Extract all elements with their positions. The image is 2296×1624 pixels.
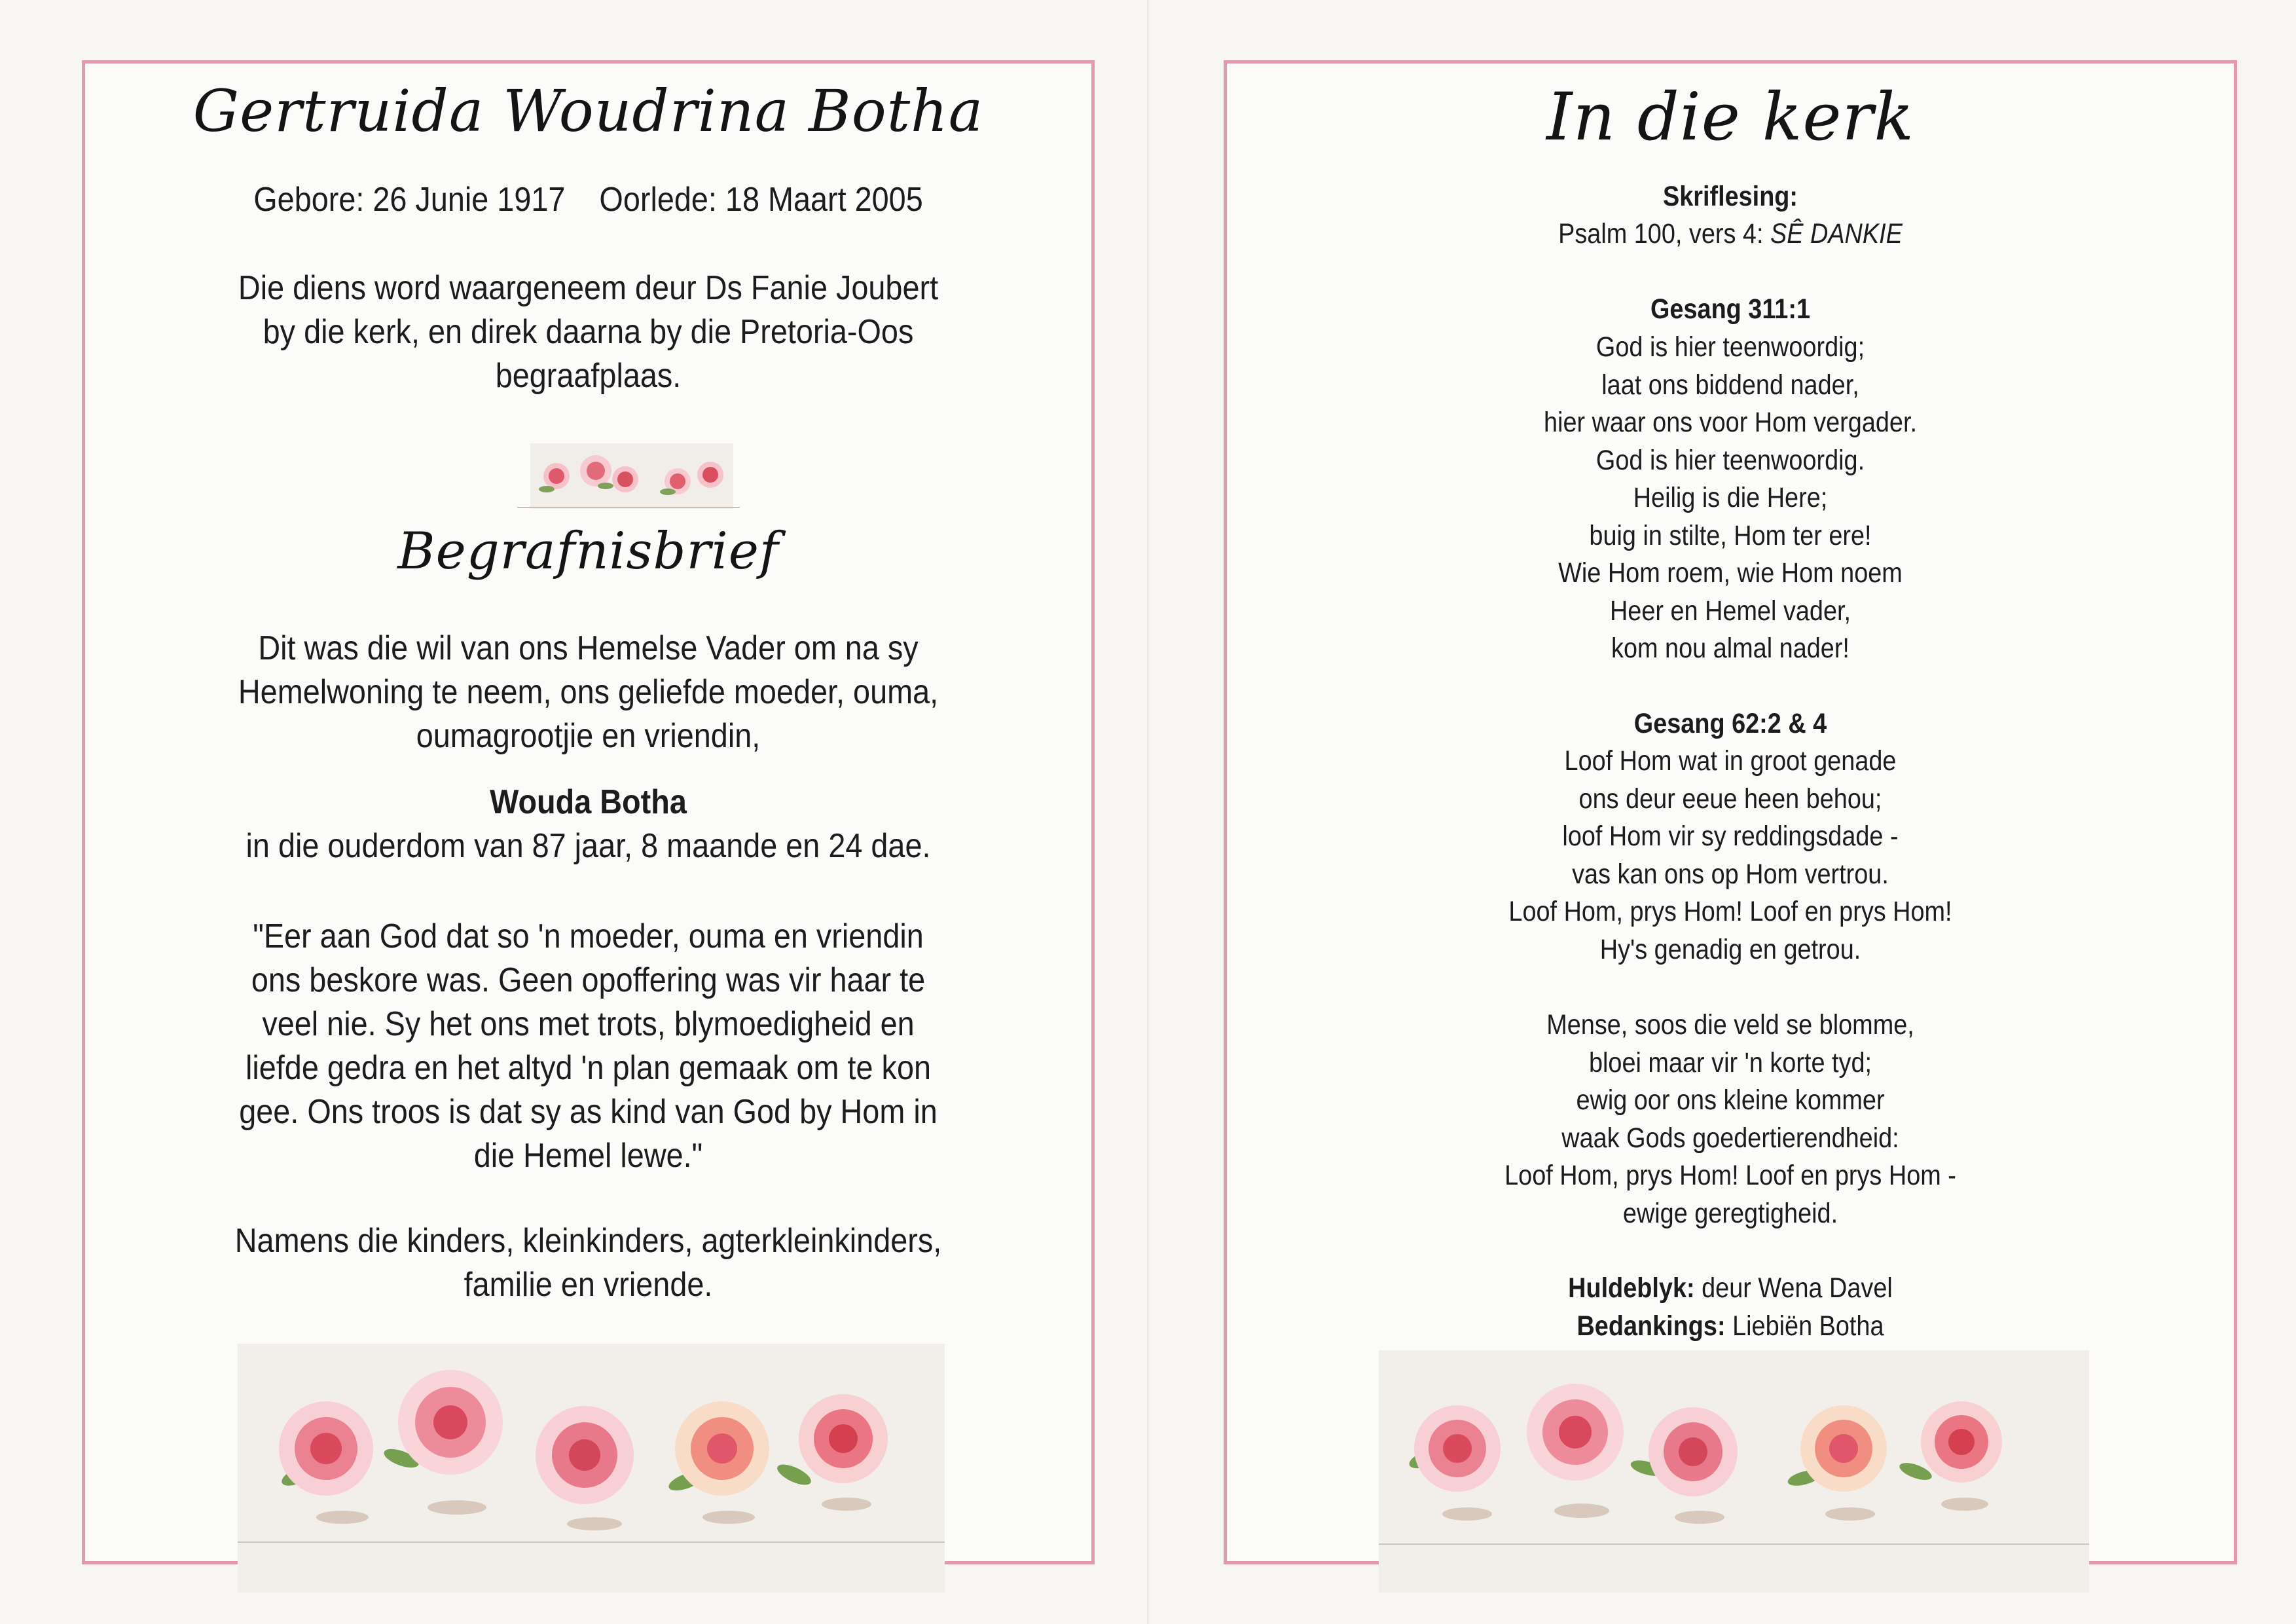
section-title-begrafnisbrief: Begrafnisbrief [397,522,779,581]
lyric-line: kom nou almal nader! [1611,633,1850,664]
closing-paragraph [85,1219,1091,1307]
roses-image-right [1379,1350,2089,1593]
tribute-line [1287,1270,2173,1308]
birth-death-dates: Gebore: 26 Junie 1917 Oorlede: 18 Maart 2005 [253,181,923,219]
lyric-line: Loof Hom wat in groot genade [1564,745,1897,777]
thanks-label: Bedankings: [1576,1310,1726,1342]
lyric-line: Heer en Hemel vader, [1609,595,1851,627]
thanks-line [1287,1308,2173,1346]
hymn1-heading: Gesang 311:1 [1650,293,1811,325]
scripture-reading [1287,215,2173,253]
service-line: begraafplaas. [495,357,682,395]
lyric-line: laat ons biddend nader, [1601,369,1859,401]
tribute-speaker: deur Wena Davel [1694,1272,1893,1304]
rose-icon [697,462,723,488]
lyric-line: vas kan ons op Hom vertrou. [1572,858,1889,890]
roses-image-left [238,1344,945,1593]
rose-icon [612,466,638,492]
lyric-line: bloei maar vir 'n korte tyd; [1588,1046,1872,1079]
service-paragraph [85,267,1091,398]
lyric-line: loof Hom vir sy reddingsdade - [1562,821,1899,852]
intro-line: Hemelwoning te neem, ons geliefde moeder, ouma, [238,673,939,711]
scripture-heading: Skriflesing: [1662,181,1798,212]
lyric-line: Wie Hom roem, wie Hom noem [1558,557,1903,589]
hymn2-heading: Gesang 62:2 & 4 [1633,708,1827,739]
service-line: Die diens word waargeneem deur Ds Fanie Joubert [238,269,939,307]
small-roses-divider [439,430,831,512]
quote-line: veel nie. Sy het ons met trots, blymoedigheid en [262,1005,915,1043]
lyric-line: buig in stilte, Hom ter ere! [1589,519,1872,551]
bottom-rule-left [238,1541,945,1543]
quote-line: die Hemel lewe." [473,1137,703,1175]
lyric-line: ons deur eeue heen behou; [1578,783,1882,815]
left-page-panel [82,60,1095,1564]
thanks-speaker: Liebiën Botha [1725,1310,1884,1342]
tribute-quote [85,915,1091,1178]
quote-line: ons beskore was. Geen opoffering was vir haar te [251,961,926,999]
intro-line: oumagrootjie en vriendin, [416,717,761,755]
lyric-line: Loof Hom, prys Hom! Loof en prys Hom! [1508,896,1952,927]
closing-line: Namens die kinders, kleinkinders, agterkleinkinders, [234,1222,942,1260]
lyric-line: Hy's genadig en getrou. [1599,933,1861,965]
deceased-name: Wouda Botha [490,783,687,821]
lyric-line: hier waar ons voor Hom vergader. [1544,407,1917,438]
lyric-line: ewig oor ons kleine kommer [1576,1084,1885,1116]
lyric-line: ewige geregtigheid. [1622,1197,1838,1229]
deceased-full-name-title: Gertruida Woudrina Botha [192,77,984,145]
intro-paragraph [85,627,1091,758]
lyric-line: Loof Hom, prys Hom! Loof en prys Hom - [1504,1160,1956,1191]
quote-line: "Eer aan God dat so 'n moeder, ouma en vriendin [253,917,924,955]
quote-line: gee. Ons troos is dat sy as kind van God by Hom in [239,1093,938,1131]
lyric-line: Mense, soos die veld se blomme, [1546,1009,1914,1041]
lyric-line: God is hier teenwoordig; [1595,331,1865,363]
hymn2-verse2-lyrics [1227,1006,2234,1232]
closing-line: familie en vriende. [464,1266,713,1304]
hymn1-lyrics [1227,329,2234,668]
right-page-panel [1224,60,2237,1564]
age-line: in die ouderdom van 87 jaar, 8 maande en 24 dae. [246,827,931,865]
scripture-psalm-title: SÊ DANKIE [1770,218,1903,249]
church-section-title: In die kerk [1546,79,1914,155]
page-fold [1147,0,1149,1624]
service-line: by die kerk, en direk daarna by die Pretoria-Oos [263,313,914,351]
bottom-rule-right [1379,1543,2089,1545]
scripture-reference: Psalm 100, vers 4: [1558,218,1770,249]
quote-line: liefde gedra en het altyd 'n plan gemaak om te kon [245,1049,932,1087]
lyric-line: waak Gods goedertierendheid: [1561,1122,1899,1154]
tribute-label: Huldeblyk: [1568,1272,1695,1304]
lyric-line: God is hier teenwoordig. [1595,444,1865,476]
lyric-line: Heilig is die Here; [1633,482,1828,513]
intro-line: Dit was die wil van ons Hemelse Vader om na sy [258,629,919,667]
hymn2-verse1-lyrics [1227,743,2234,969]
